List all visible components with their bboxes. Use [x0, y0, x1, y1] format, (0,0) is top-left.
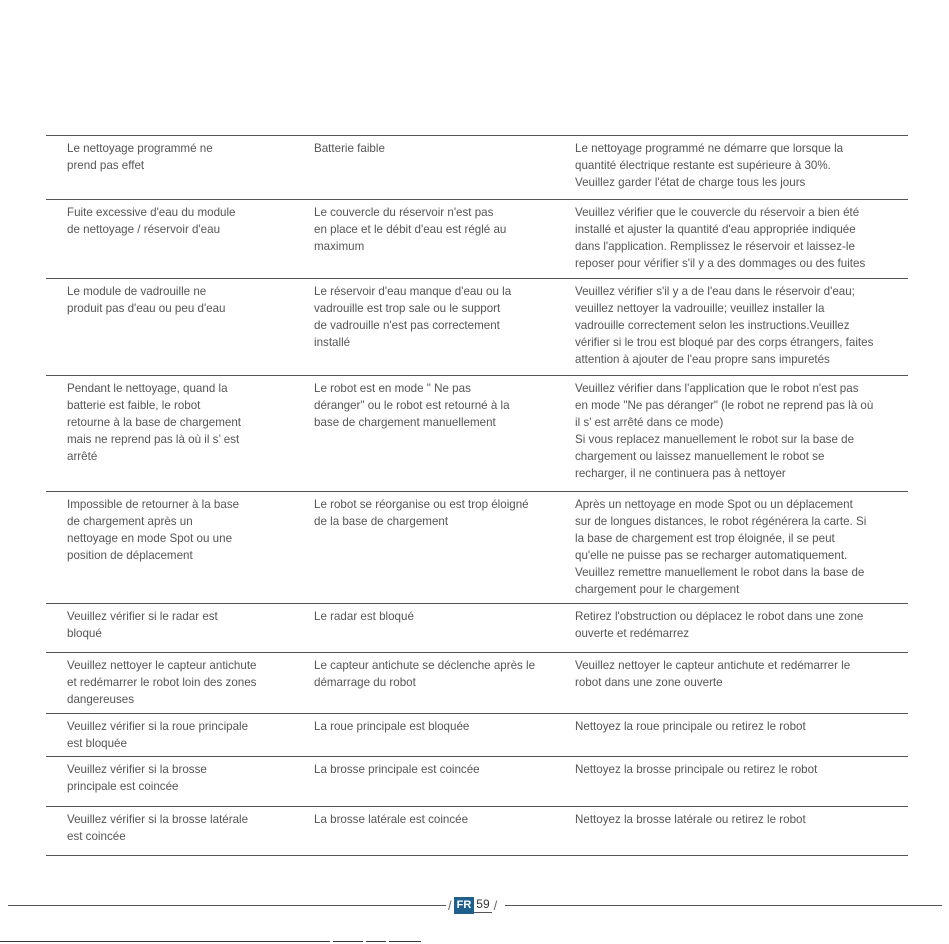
- table-row: [46, 756, 908, 806]
- table-row: [46, 603, 908, 652]
- table-row: [46, 652, 908, 713]
- problem-cell: Veuillez nettoyer le capteur antichute et redémarrer le robot loin des zones dangereuses: [67, 659, 257, 706]
- bottom-rule: [366, 941, 386, 942]
- solution-cell: Retirez l'obstruction ou déplacez le robot dans une zone ouverte et redémarrez: [575, 610, 864, 640]
- problem-cell: Impossible de retourner à la base de chargement après un nettoyage en mode Spot ou une position de déplacement: [67, 498, 240, 562]
- table-row: [46, 713, 908, 756]
- troubleshooting-table: [46, 135, 908, 856]
- problem-cell: Veuillez vérifier si la brosse latérale est coincée: [67, 813, 249, 843]
- solution-cell: Nettoyez la brosse principale ou retirez le robot: [575, 763, 818, 776]
- problem-cell: Pendant le nettoyage, quand la batterie est faible, le robot retourne à la base de chargement mais ne reprend pas là où il s’ est arrêté: [67, 382, 242, 463]
- table-row: [46, 135, 908, 199]
- page-slash-right: /: [493, 897, 498, 913]
- page-number-value: 59: [476, 897, 490, 911]
- table-row: [46, 491, 908, 603]
- cause-cell: Le radar est bloqué: [314, 610, 414, 623]
- cause-cell: Le couvercle du réservoir n'est pas en place et le débit d'eau est réglé au maximum: [314, 206, 507, 253]
- table-row: [46, 375, 908, 491]
- table-row: [46, 199, 908, 278]
- footer-rule-right: [505, 905, 942, 906]
- cause-cell: La brosse principale est coincée: [314, 763, 480, 776]
- problem-cell: Veuillez vérifier si la roue principale est bloquée: [67, 720, 249, 750]
- page-number: [446, 896, 499, 914]
- problem-cell: Le nettoyage programmé ne prend pas effet: [67, 142, 213, 172]
- cause-cell: Le capteur antichute se déclenche après le démarrage du robot: [314, 659, 536, 689]
- solution-cell: Nettoyez la brosse latérale ou retirez le robot: [575, 813, 806, 826]
- problem-cell: Veuillez vérifier si le radar est bloqué: [67, 610, 218, 640]
- bottom-rule: [389, 941, 421, 942]
- problem-cell: Le module de vadrouille ne produit pas d'eau ou peu d'eau: [67, 285, 226, 315]
- problem-cell: Veuillez vérifier si la brosse principale est coincée: [67, 763, 207, 793]
- solution-cell: Veuillez vérifier s'il y a de l'eau dans le réservoir d'eau; veuillez nettoyer la vadrouille; veuillez installer la vadrouille correctement selon les instructions.Veuillez vérifier si le trou est bloqué par des corps étrangers, faites attention à ajouter de l'eau propre sans impuretés: [575, 285, 874, 366]
- cause-cell: Le robot se réorganise ou est trop éloigné de la base de chargement: [314, 498, 529, 528]
- table-row: [46, 278, 908, 375]
- cause-cell: Le réservoir d'eau manque d'eau ou la vadrouille est trop sale ou le support de vadrouille n'est pas correctement installé: [314, 285, 512, 349]
- language-badge: FR: [454, 897, 475, 914]
- solution-cell: Après un nettoyage en mode Spot ou un déplacement sur de longues distances, le robot régénérera la carte. Si la base de chargement est trop éloignée, il se peut qu'elle ne puisse pas se recharger automatiquement. Veuillez remettre manuellement le robot dans la base de chargement pour le chargement: [575, 498, 867, 596]
- cause-cell: Batterie faible: [314, 142, 385, 155]
- solution-cell: Veuillez vérifier dans l'application que le robot n'est pas en mode "Ne pas déranger" (le robot ne reprend pas là où il s’ est arrêté dans ce mode) Si vous replacez manuellement le robot sur la base de chargement ou laissez manuellement le robot se recharger, il ne continuera pas à nettoyer: [575, 382, 874, 480]
- solution-cell: Veuillez nettoyer le capteur antichute et redémarrer le robot dans une zone ouverte: [575, 659, 851, 689]
- solution-cell: Veuillez vérifier que le couvercle du réservoir a bien été installé et ajuster la quantité d'eau appropriée indiquée dans l'application. Remplissez le réservoir et laissez-le reposer pour vérifier s'il y a des dommages ou des fuites: [575, 206, 866, 270]
- problem-cell: Fuite excessive d'eau du module de nettoyage / réservoir d'eau: [67, 206, 236, 236]
- bottom-rule: [333, 941, 363, 942]
- footer-rule-left: [8, 905, 446, 906]
- cause-cell: La brosse latérale est coincée: [314, 813, 469, 826]
- table-row: [46, 806, 908, 856]
- page-slash-left: /: [448, 897, 452, 913]
- cause-cell: Le robot est en mode " Ne pas déranger" ou le robot est retourné à la base de chargement manuellement: [314, 382, 510, 429]
- solution-cell: Le nettoyage programmé ne démarre que lorsque la quantité électrique restante est supérieure à 30%. Veuillez garder l'état de charge tous les jours: [575, 142, 844, 189]
- cause-cell: La roue principale est bloquée: [314, 720, 470, 733]
- solution-cell: Nettoyez la roue principale ou retirez le robot: [575, 720, 806, 733]
- bottom-rule: [0, 941, 330, 942]
